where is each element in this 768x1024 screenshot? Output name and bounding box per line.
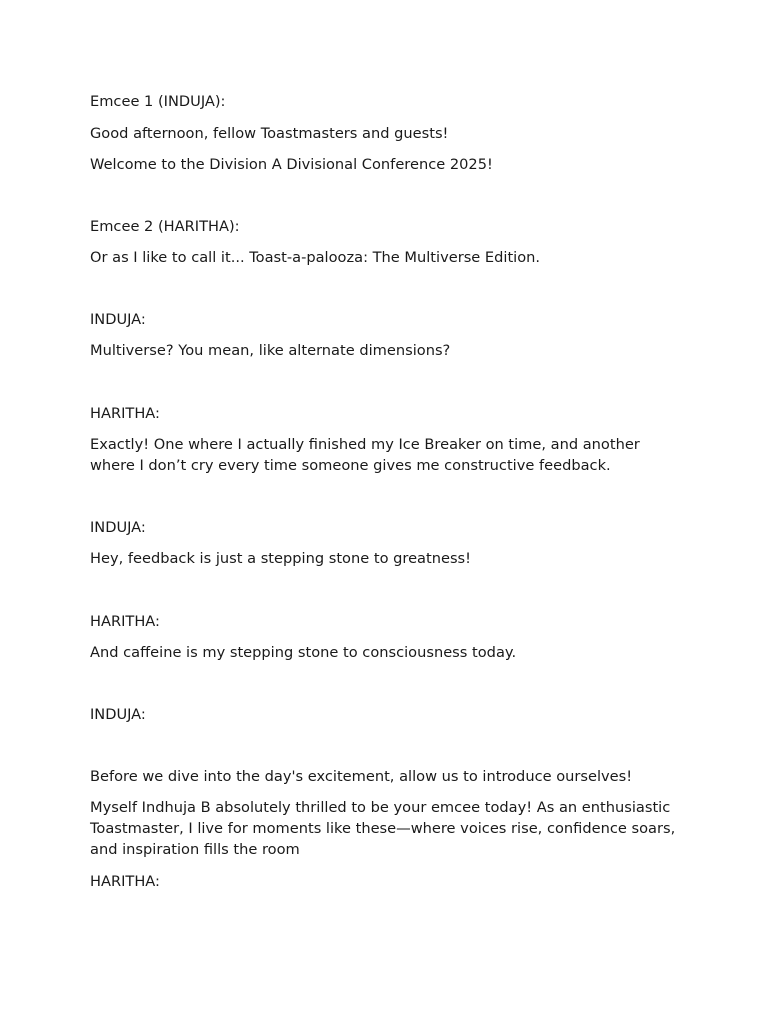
speaker-label: Emcee 1 (INDUJA):: [90, 93, 226, 110]
speaker-label: INDUJA:: [90, 706, 146, 723]
dialogue-line: And caffeine is my stepping stone to consciousness today.: [90, 644, 517, 661]
speaker-label: HARITHA:: [90, 613, 160, 630]
speaker-label: INDUJA:: [90, 519, 146, 536]
dialogue-line: Or as I like to call it... Toast-a-palooza: The Multiverse Edition.: [90, 249, 541, 266]
dialogue-line: Exactly! One where I actually finished my Ice Breaker on time, and another where I don’t cry every time someone gives me constructive feedback.: [90, 436, 640, 474]
dialogue-line: Multiverse? You mean, like alternate dimensions?: [90, 342, 451, 359]
dialogue-line: Good afternoon, fellow Toastmasters and guests!: [90, 125, 449, 142]
dialogue-line: Welcome to the Division A Divisional Conference 2025!: [90, 156, 493, 173]
dialogue-line: Before we dive into the day's excitement, allow us to introduce ourselves!: [90, 768, 633, 785]
dialogue-line: Myself Indhuja B absolutely thrilled to be your emcee today! As an enthusiastic Toastmaster, I live for moments like these—where voices rise, confidence soars, and inspiration fills the room: [90, 799, 676, 858]
speaker-label: HARITHA:: [90, 405, 160, 422]
speaker-label: HARITHA:: [90, 873, 160, 890]
dialogue-line: Hey, feedback is just a stepping stone to greatness!: [90, 550, 472, 567]
speaker-label: INDUJA:: [90, 311, 146, 328]
speaker-label: Emcee 2 (HARITHA):: [90, 218, 240, 235]
